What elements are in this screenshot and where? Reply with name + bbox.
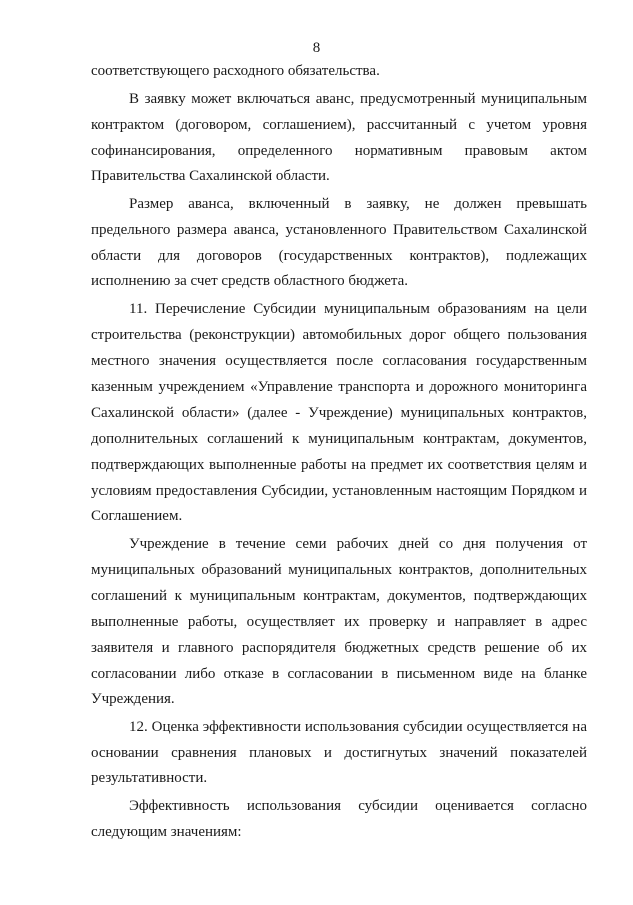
text-line: согласовании либо отказе в согласовании в письменном виде на бланке [91,666,587,682]
text-line: Соглашением. [91,508,183,524]
text-line: В заявку может включаться аванс, предусмотренный муниципальным [129,91,587,107]
text-line: исполнению за счет средств областного бюджета. [91,273,409,289]
text-line: софинансирования, определенного нормативным правовым актом [91,143,587,159]
text-line: строительства (реконструкции) автомобильных дорог общего пользования [91,327,587,343]
text-line: муниципальных образований муниципальных контрактов, дополнительных [91,562,587,578]
text-line: Эффективность использования субсидии оценивается согласно [129,798,587,814]
text-line: Учреждения. [91,691,175,707]
text-line: условиям предоставления Субсидии, установленным настоящим Порядком и [91,483,587,499]
text-line: соответствующего расходного обязательства. [91,63,380,79]
text-line: предельного размера аванса, установленного Правительством Сахалинской [91,222,587,238]
text-line: основании сравнения плановых и достигнутых значений показателей [91,745,587,761]
text-line: подтверждающих выполненные работы на предмет их соответствия целям и [91,457,587,473]
page-number: 8 [312,40,321,56]
text-line: выполненные работы, осуществляет их проверку и направляет в адрес [91,614,587,630]
text-line: дополнительных соглашений к муниципальным контрактам, документов, [91,431,587,447]
text-line: области для договоров (государственных контрактов), подлежащих [91,248,587,264]
text-line: Сахалинской области» (далее - Учреждение) муниципальных контрактов, [91,405,587,421]
text-line: 12. Оценка эффективности использования субсидии осуществляется на [129,719,587,735]
text-line: Учреждение в течение семи рабочих дней со дня получения от [129,536,587,552]
text-line: заявителя и главного распорядителя бюджетных средств решение об их [91,640,587,656]
text-line: следующим значениям: [91,824,242,840]
text-line: Правительства Сахалинской области. [91,168,330,184]
text-line: соглашений к муниципальным контрактам, документов, подтверждающих [91,588,587,604]
text-line: 11. Перечисление Субсидии муниципальным образованиям на цели [129,301,587,317]
text-line: Размер аванса, включенный в заявку, не должен превышать [129,196,587,212]
text-line: контрактом (договором, соглашением), рассчитанный с учетом уровня [91,117,587,133]
text-line: казенным учреждением «Управление транспорта и дорожного мониторинга [91,379,587,395]
text-line: результативности. [91,770,208,786]
text-line: местного значения осуществляется после согласования государственным [91,353,587,369]
